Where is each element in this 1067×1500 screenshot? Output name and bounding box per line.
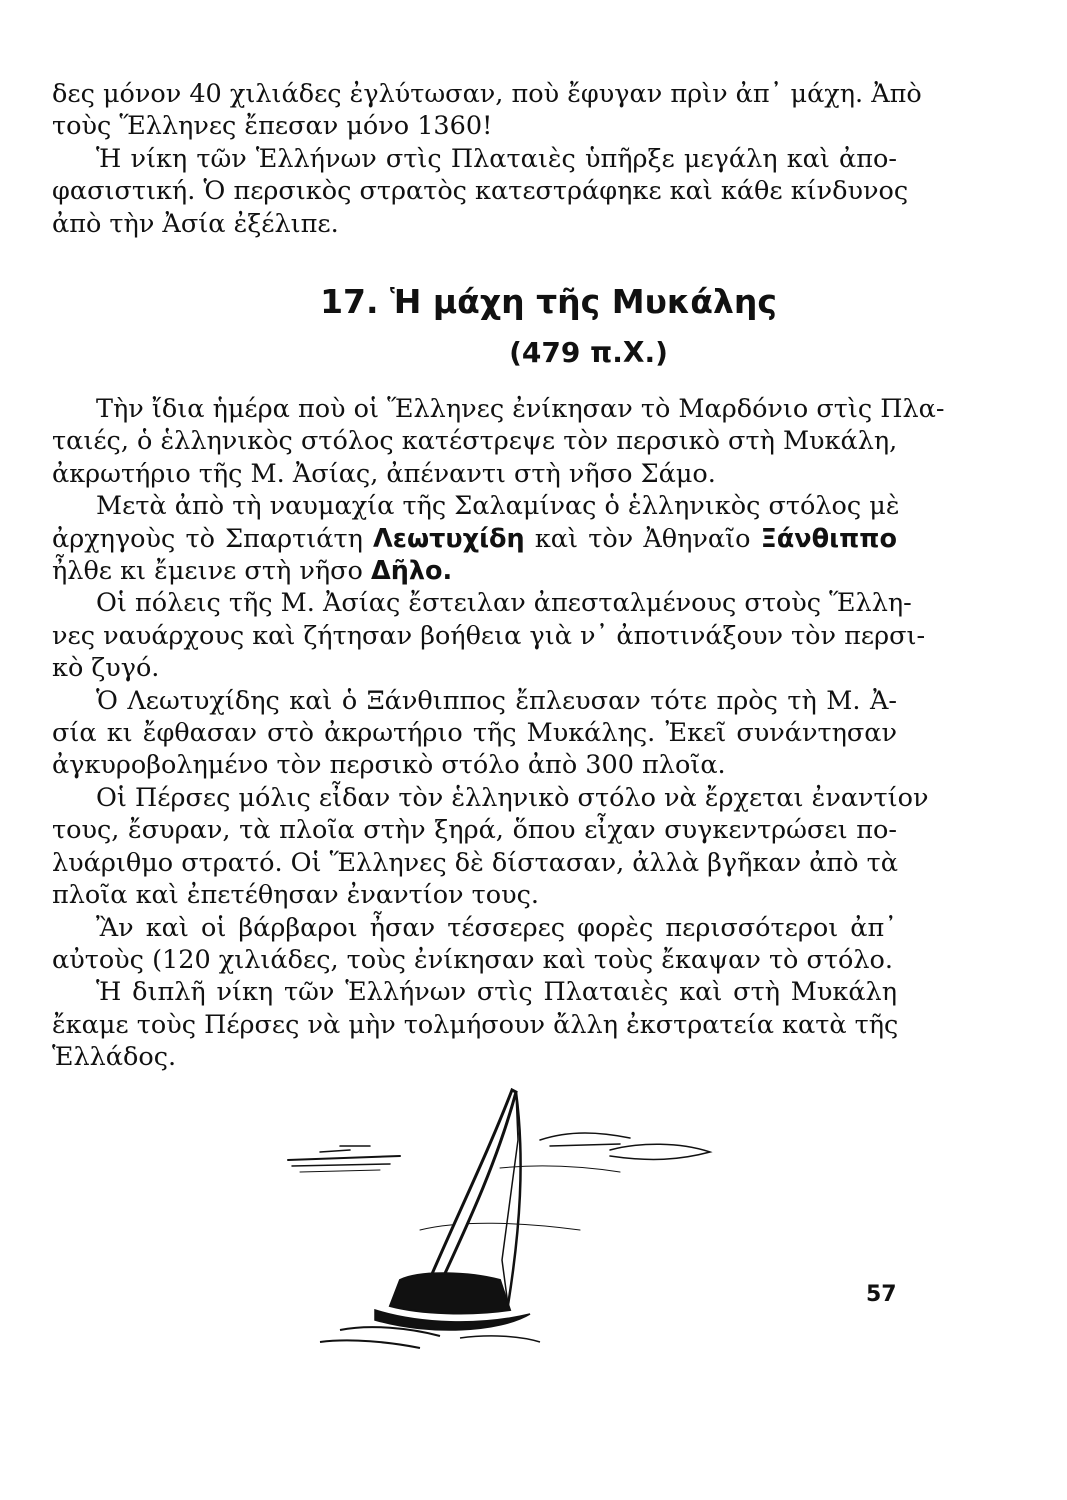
text-line: τοὺς Ἕλληνες ἔπεσαν μόνο 1360! [52,111,493,142]
continued-paragraph [52,78,922,240]
text-fragment: ἦλθε κι ἔμεινε στὴ νῆσο [52,556,371,587]
text-line: πλοῖα καὶ ἐπετέθησαν ἐναντίον τους. [52,880,540,911]
text-line: Ὁ Λεωτυχίδης καὶ ὁ Ξάνθιππος ἔπλευσαν τότε πρὸς τὴ Μ. Ἀ- [96,685,897,716]
text-line: ἀκρωτήριο τῆς Μ. Ἀσίας, ἀπέναντι στὴ νῆσο Σάμο. [52,458,716,489]
section-body [52,393,945,1074]
text-line [52,523,897,555]
name-delos: Δῆλο. [370,556,453,587]
text-line: ἔκαμε τοὺς Πέρσες νὰ μὴν τολμήσουν ἄλλη ἐκστρατεία κατὰ τῆς [52,1009,899,1040]
text-line: Ἑλλάδος. [52,1042,177,1073]
text-line: Οἱ πόλεις τῆς Μ. Ἀσίας ἔστειλαν ἀπεσταλμένους στοὺς Ἕλλη- [96,588,912,619]
name-leotychidas: Λεωτυχίδη [373,523,525,554]
text-line: Ἂν καὶ οἱ βάρβαροι ἦσαν τέσσερες φορὲς περισσότεροι ἀπ᾽ [96,912,897,943]
text-line: σία κι ἔφθασαν στὸ ἀκρωτήριο τῆς Μυκάλης. Ἐκεῖ συνάντησαν [52,718,897,749]
text-line: Ἡ νίκη τῶν Ἑλλήνων στὶς Πλαταιὲς ὑπῆρξε μεγάλη καὶ ἀπο- [96,143,897,174]
text-line: ἀπὸ τὴν Ἀσία ἐξέλιπε. [52,208,339,239]
text-line: Τὴν ἴδια ἡμέρα ποὺ οἱ Ἕλληνες ἐνίκησαν τὸ Μαρδόνιο στὶς Πλα- [96,394,945,424]
text-line: Μετὰ ἀπὸ τὴ ναυμαχία τῆς Σαλαμίνας ὁ ἑλληνικὸς στόλος μὲ [96,491,900,522]
section-title: 17. Ἡ μάχη τῆς Μυκάλης [320,282,777,321]
text-line: ἀγκυροβολημένο τὸν περσικὸ στόλο ἀπὸ 300 πλοῖα. [52,750,726,781]
text-line: ταιές, ὁ ἑλληνικὸς στόλος κατέστρεψε τὸν περσικὸ στὴ Μυκάλη, [52,426,898,457]
text-line: αὐτοὺς (120 χιλιάδες, τοὺς ἐνίκησαν καὶ τοὺς ἔκαψαν τὸ στόλο. [52,944,893,975]
sailboat-illustration [280,1080,730,1420]
text-fragment: ἀρχηγοὺς τὸ Σπαρτιάτη [52,523,374,554]
text-line: κὸ ζυγό. [52,653,160,684]
text-line: Οἱ Πέρσες μόλις εἶδαν τὸν ἑλληνικὸ στόλο νὰ ἔρχεται ἐναντίον [96,782,929,813]
name-xanthippus: Ξάνθιππο [760,523,897,554]
text-line: Ἡ διπλῆ νίκη τῶν Ἑλλήνων στὶς Πλαταιὲς καὶ στὴ Μυκάλη [96,977,897,1008]
text-fragment: καὶ τὸν Ἀθηναῖο [524,523,761,554]
section-date: (479 π.Χ.) [509,336,668,369]
text-line: φασιστική. Ὁ περσικὸς στρατὸς κατεστράφηκε καὶ κάθε κίνδυνος [52,176,909,207]
text-line: τους, ἔσυραν, τὰ πλοῖα στὴν ξηρά, ὅπου εἶχαν συγκεντρώσει πο- [52,815,897,846]
page-number: 57 [866,1282,897,1307]
text-line: δες μόνον 40 χιλιάδες ἐγλύτωσαν, ποὺ ἔφυγαν πρὶν ἀπ᾽ μάχη. Ἀπὸ [52,79,922,109]
text-line: νες ναυάρχους καὶ ζήτησαν βοήθεια γιὰ ν᾽ ἀποτινάξουν τὸν περσι- [52,620,926,651]
text-line [52,555,897,587]
text-line: λυάριθμο στρατό. Οἱ Ἕλληνες δὲ δίστασαν, ἀλλὰ βγῆκαν ἀπὸ τὰ [52,847,898,878]
